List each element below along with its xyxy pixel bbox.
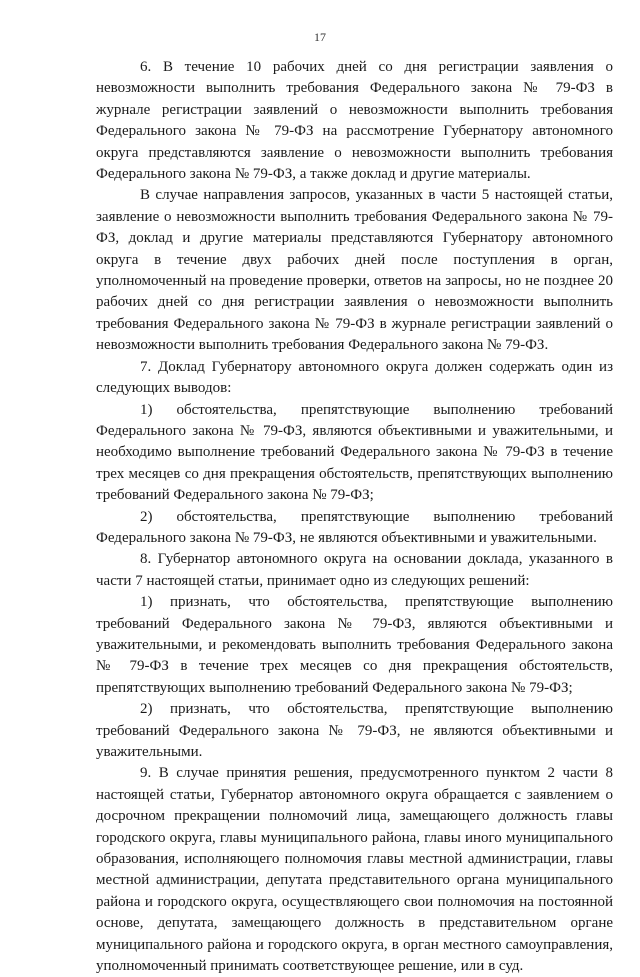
document-body — [96, 57, 613, 977]
paragraph-7-item-2: 2) обстоятельства, препятствующие выполнению требований Федерального закона № 79-ФЗ, не являются объективными и уважительными. — [96, 508, 613, 546]
paragraph-9: 9. В случае принятия решения, предусмотренного пунктом 2 части 8 настоящей статьи, Губернатор автономного округа обращается с заявлением о досрочном прекращении полномочий лица, замещающего должность главы городского округа, главы муниципального района, главы иного муниципального образования, исполняющего полномочия главы местной администрации, главы местной администрации, депутата представительного органа муниципального района и городского округа, осуществляющего свои полномочия на постоянной основе, депутата, замещающего должность в представительном органе муниципального района и городского округа, в орган местного самоуправления, уполномоченный принимать соответствующее решение, или в суд. — [96, 765, 613, 975]
paragraph-6: 6. В течение 10 рабочих дней со дня регистрации заявления о невозможности выполнить требования Федерального закона № 79-ФЗ в журнале регистрации заявлений о невозможности выполнить требования Федерального закона № 79-ФЗ на рассмотрение Губернатору автономного округа представляются заявление о невозможности выполнить требования Федерального закона № 79-ФЗ, а также доклад и другие материалы. — [96, 59, 613, 183]
paragraph-8: 8. Губернатор автономного округа на основании доклада, указанного в части 7 настоящей статьи, принимает одно из следующих решений: — [96, 551, 613, 589]
page-number: 17 — [314, 30, 326, 44]
paragraph-requests: В случае направления запросов, указанных в части 5 настоящей статьи, заявление о невозможности выполнить требования Федерального закона № 79-ФЗ, доклад и другие материалы представляются Губернатору автономного округа в течение двух рабочих дней после поступления в орган, уполномоченный на проведение проверки, ответов на запросы, но не позднее 20 рабочих дней со дня регистрации заявления о невозможности выполнить требования Федерального закона № 79-ФЗ в журнале регистрации заявлений о невозможности выполнить требования Федерального закона № 79-ФЗ. — [96, 187, 613, 354]
paragraph-8-item-1: 1) признать, что обстоятельства, препятствующие выполнению требований Федерального закона № 79-ФЗ, являются объективными и уважительными, и рекомендовать выполнить требования Федерального закона № 79-ФЗ в течение трех месяцев со дня прекращения обстоятельств, препятствующих выполнению требований Федерального закона № 79-ФЗ; — [96, 594, 613, 696]
paragraph-8-item-2: 2) признать, что обстоятельства, препятствующие выполнению требований Федерального закона № 79-ФЗ, не являются объективными и уважительными. — [96, 701, 613, 760]
paragraph-7-item-1: 1) обстоятельства, препятствующие выполнению требований Федерального закона № 79-ФЗ, являются объективными и уважительными, и необходимо выполнение требований Федерального закона № 79-ФЗ в течение трех месяцев со дня прекращения обстоятельств, препятствующих выполнению требований Федерального закона № 79-ФЗ; — [96, 401, 613, 504]
paragraph-7: 7. Доклад Губернатору автономного округа должен содержать один из следующих выводов: — [96, 358, 613, 397]
